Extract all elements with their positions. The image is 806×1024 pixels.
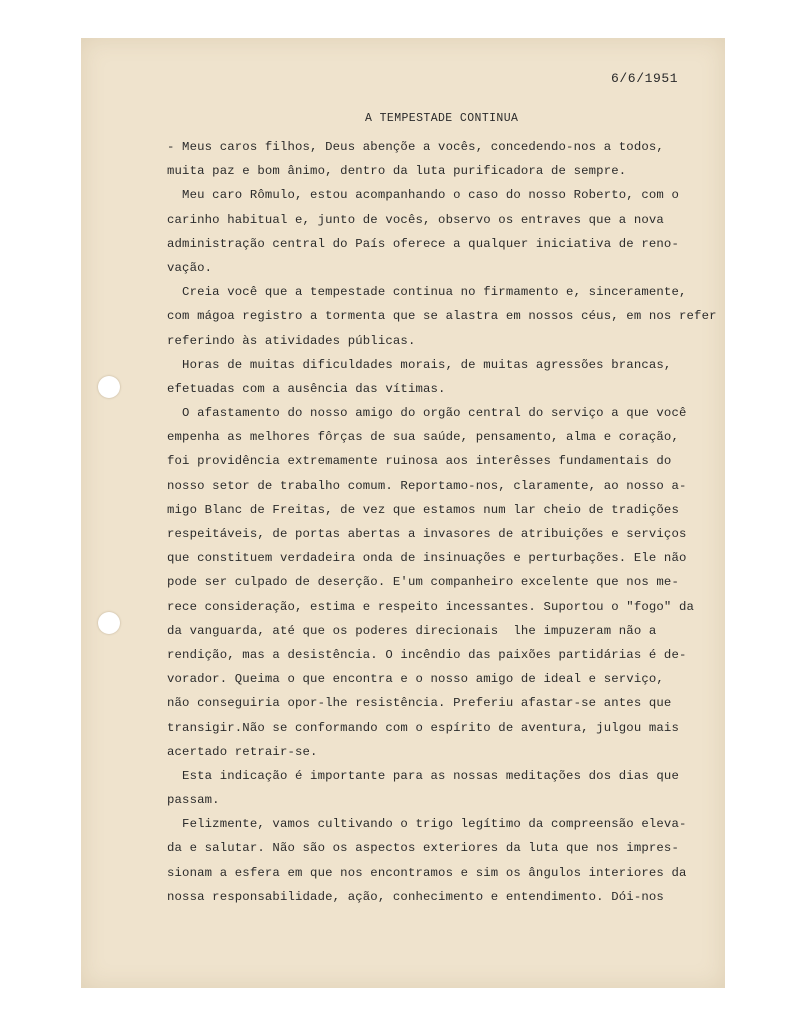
text-line: pode ser culpado de deserção. E'um companheiro excelente que nos me- bbox=[167, 575, 679, 590]
text-line: nossa responsabilidade, ação, conhecimento e entendimento. Dói-nos bbox=[167, 889, 664, 904]
text-line: transigir.Não se conformando com o espírito de aventura, julgou mais bbox=[167, 720, 679, 735]
text-line: muita paz e bom ânimo, dentro da luta purificadora de sempre. bbox=[167, 164, 627, 179]
punch-hole bbox=[98, 376, 120, 398]
text-line: nosso setor de trabalho comum. Reportamo-nos, claramente, ao nosso a- bbox=[167, 478, 687, 493]
text-line: O afastamento do nosso amigo do orgão central do serviço a que você bbox=[167, 406, 687, 421]
text-line: da vanguarda, até que os poderes direcionais lhe impuzeram não a bbox=[167, 623, 657, 638]
text-line: administração central do País oferece a qualquer iniciativa de reno- bbox=[167, 236, 679, 251]
text-line: respeitáveis, de portas abertas a invasores de atribuições e serviços bbox=[167, 527, 687, 541]
text-line: - Meus caros filhos, Deus abençõe a vocês, concedendo-nos a todos, bbox=[167, 140, 664, 154]
text-line: Horas de muitas dificuldades morais, de muitas agressões brancas, bbox=[167, 357, 672, 372]
text-line: que constituem verdadeira onda de insinuações e perturbações. Ele não bbox=[167, 551, 687, 566]
text-line: vorador. Queima o que encontra e o nosso amigo de ideal e serviço, bbox=[167, 672, 664, 687]
text-line: referindo às atividades públicas. bbox=[167, 333, 416, 348]
letter-body bbox=[167, 135, 719, 909]
text-line: Creia você que a tempestade continua no firmamento e, sinceramente, bbox=[167, 285, 687, 300]
text-line: foi providência extremamente ruinosa aos interêsses fundamentais do bbox=[167, 454, 672, 469]
text-line: sionam a esfera em que nos encontramos e sim os ângulos interiores da bbox=[167, 865, 687, 880]
text-line: rendição, mas a desistência. O incêndio das paixões partidárias é de- bbox=[167, 647, 687, 662]
text-line: rece consideração, estima e respeito incessantes. Suportou o "fogo" da bbox=[167, 599, 695, 614]
document-title: A TEMPESTADE CONTINUA bbox=[365, 112, 519, 125]
document-date: 6/6/1951 bbox=[611, 71, 679, 86]
text-line: Meu caro Rômulo, estou acompanhando o caso do nosso Roberto, com o bbox=[167, 188, 679, 203]
text-line: não conseguiria opor-lhe resistência. Preferiu afastar-se antes que bbox=[167, 696, 672, 711]
text-line: migo Blanc de Freitas, de vez que estamos num lar cheio de tradições bbox=[167, 502, 679, 517]
punch-hole bbox=[98, 612, 120, 634]
text-line: vação. bbox=[167, 260, 213, 275]
text-line: Esta indicação é importante para as nossas meditações dos dias que bbox=[167, 768, 679, 783]
typed-page bbox=[81, 38, 725, 988]
text-line: da e salutar. Não são os aspectos exteriores da luta que nos impres- bbox=[167, 841, 679, 856]
text-line: acertado retrair-se. bbox=[167, 744, 318, 759]
text-line: passam. bbox=[167, 793, 220, 808]
text-line: efetuadas com a ausência das vítimas. bbox=[167, 381, 446, 396]
text-line: com mágoa registro a tormenta que se alastra em nossos céus, em nos refer bbox=[167, 309, 717, 324]
text-line: empenha as melhores fôrças de sua saúde, pensamento, alma e coração, bbox=[167, 430, 679, 445]
text-line: carinho habitual e, junto de vocês, observo os entraves que a nova bbox=[167, 212, 664, 227]
text-line: Felizmente, vamos cultivando o trigo legítimo da compreensão eleva- bbox=[167, 817, 687, 832]
